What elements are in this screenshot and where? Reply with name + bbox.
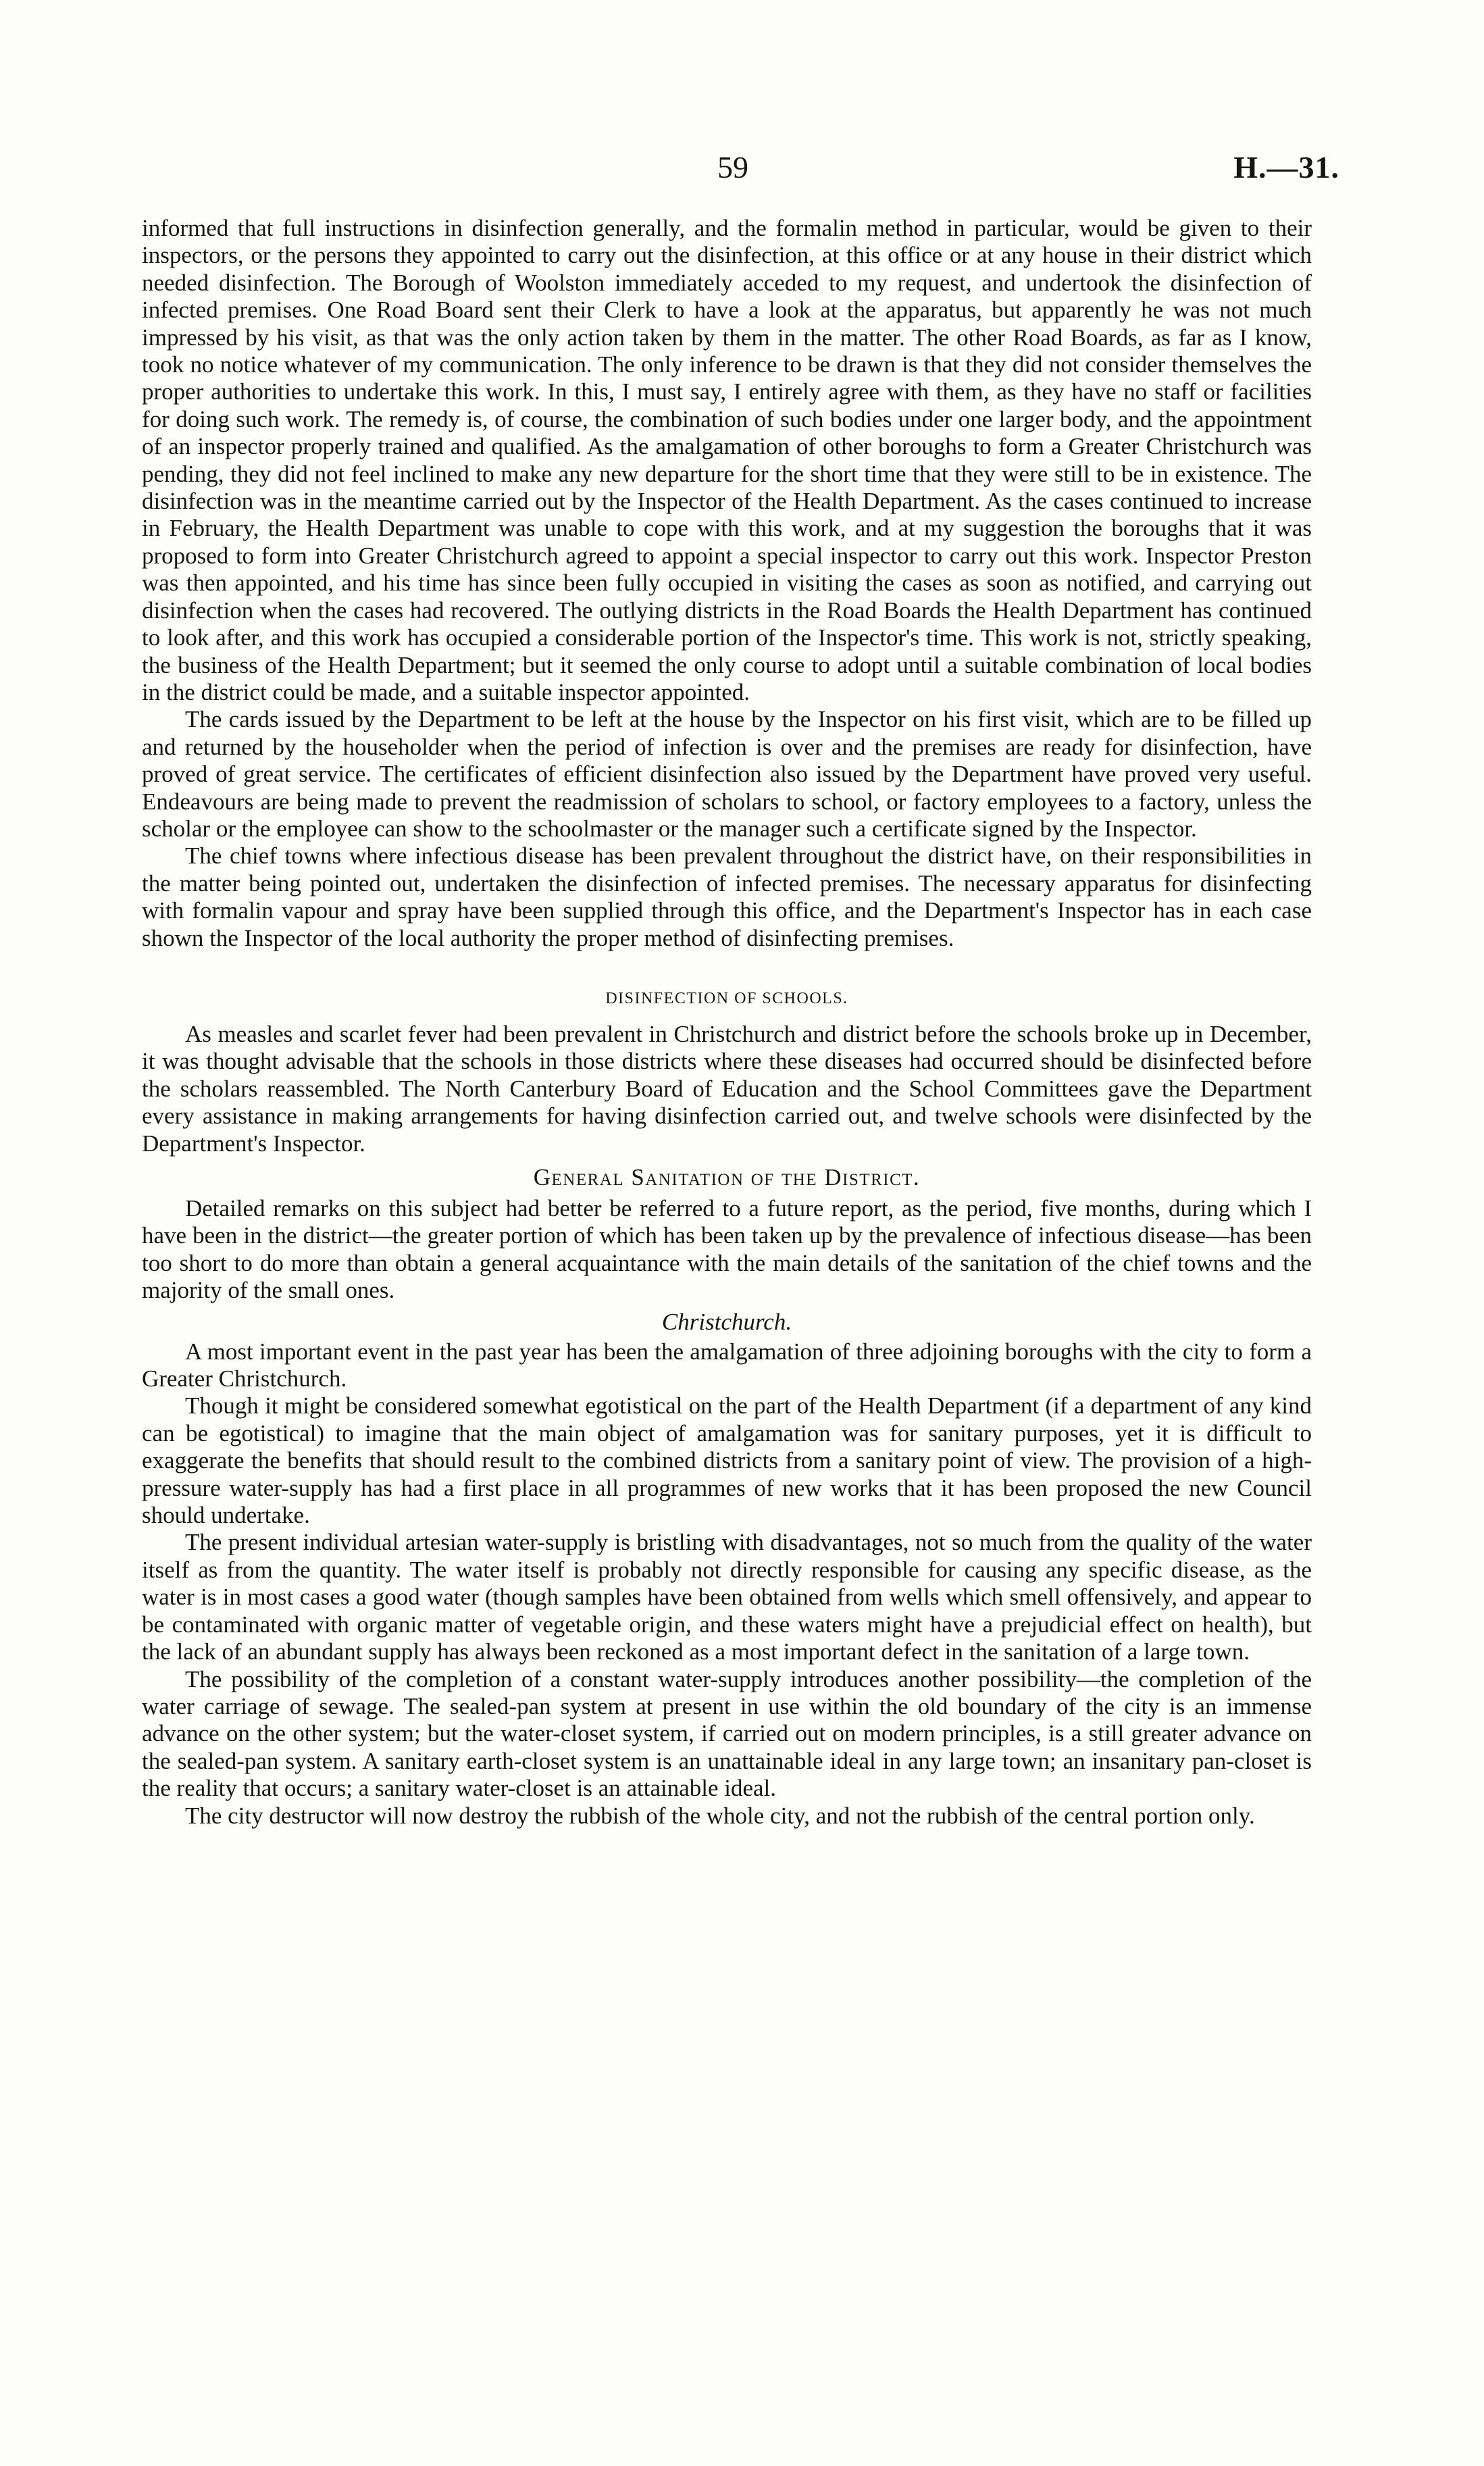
section-heading-general-sanitation: General Sanitation of the District. [533, 1164, 921, 1190]
page-number: 59 [717, 150, 748, 184]
body-paragraph: The chief towns where infectious disease has been prevalent throughout the district have, on their responsibilities in the matter being pointed out, undertaken the disinfection of infected premises. The necessary apparatus for disinfecting with formalin vapour and spray have been supplied through this office, and the Department's Inspector has in each case shown the Inspector of the local authority the proper method of disinfecting premises. [142, 842, 1312, 951]
body-paragraph: informed that full instructions in disinfection generally, and the formalin method in particular, would be given to their inspectors, or the persons they appointed to carry out the disinfection, at this office or at any house in their district which needed disinfection. The Borough of Woolston immediately acceded to my request, and undertook the disinfection of infected premises. One Road Board sent their Clerk to have a look at the apparatus, but apparently he was not much impressed by his visit, as that was the only action taken by them in the matter. The other Road Boards, as far as I know, took no notice whatever of my communication. The only inference to be drawn is that they did not consider themselves the proper authorities to undertake this work. In this, I must say, I entirely agree with them, as they have no staff or facilities for doing such work. The remedy is, of course, the combination of such bodies under one larger body, and the appointment of an inspector properly trained and qualified. As the amalgamation of other boroughs to form a Greater Christchurch was pending, they did not feel inclined to make any new departure for the short time that they were still to be in existence. The disinfection was in the meantime carried out by the Inspector of the Health Department. As the cases continued to increase in February, the Health Department was unable to cope with this work, and at my suggestion the boroughs that it was proposed to form into Greater Christchurch agreed to appoint a special inspector to carry out this work. Inspector Preston was then appointed, and his time has since been fully occupied in visiting the cases as soon as notified, and carrying out disinfection when the cases had recovered. The outlying districts in the Road Boards the Health Department has continued to look after, and this work has occupied a considerable portion of the Inspector's time. This work is not, strictly speaking, the business of the Health Department; but it seemed the only course to adopt until a suitable combination of local bodies in the district could be made, and a suitable inspector appointed. [142, 215, 1312, 705]
body-paragraph: A most important event in the past year has been the amalgamation of three adjoining boroughs with the city to form a Greater Christchurch. [142, 1338, 1312, 1392]
body-paragraph: Detailed remarks on this subject had better be referred to a future report, as the period, five months, during which I have been in the district—the greater portion of which has been taken up by the prevalence of infectious disease—has been too short to do more than obtain a general acquaintance with the main details of the sanitation of the chief towns and the majority of the small ones. [142, 1195, 1312, 1304]
body-paragraph: The present individual artesian water-supply is bristling with disadvantages, not so much from the quality of the water itself as from the quantity. The water itself is probably not directly responsible for causing any specific disease, as the water is in most cases a good water (though samples have been obtained from wells which smell offensively, and appear to be contaminated with organic matter of vegetable origin, and these waters might have a prejudicial effect on health), but the lack of an abundant supply has always been reckoned as a most important defect in the sanitation of a large town. [142, 1529, 1312, 1665]
body-paragraph: The city destructor will now destroy the rubbish of the whole city, and not the rubbish of the central portion only. [185, 1802, 1255, 1829]
body-paragraph: The possibility of the completion of a constant water-supply introduces another possibility—the completion of the water carriage of sewage. The sealed-pan system at present in use within the old boundary of the city is an immense advance on the other system; but the water-closet system, if carried out on modern principles, is a still greater advance on the sealed-pan system. A sanitary earth-closet system is an unattainable ideal in any large town; an insanitary pan-closet is the reality that occurs; a sanitary water-closet is an attainable ideal. [142, 1665, 1312, 1802]
document-reference: H.—31. [1233, 150, 1339, 184]
body-paragraph: As measles and scarlet fever had been prevalent in Christchurch and district before the schools broke up in December, it was thought advisable that the schools in those districts where these diseases had occurred should be disinfected before the scholars reassembled. The North Canterbury Board of Education and the School Committees gave the Department every assistance in making arrangements for having disinfection carried out, and twelve schools were disinfected by the Department's Inspector. [142, 1020, 1312, 1157]
body-paragraph: The cards issued by the Department to be left at the house by the Inspector on his first visit, which are to be filled up and returned by the householder when the period of infection is over and the premises are ready for disinfection, have proved of great service. The certificates of efficient disinfection also issued by the Department have proved very useful. Endeavours are being made to prevent the readmission of scholars to school, or factory employees to a factory, unless the scholar or the employee can show to the schoolmaster or the manager such a certificate signed by the Inspector. [142, 706, 1312, 842]
subsection-heading-christchurch: Christchurch. [661, 1308, 792, 1335]
page-header [0, 147, 1484, 188]
section-heading-disinfection-of-schools: DISINFECTION OF SCHOOLS. [605, 989, 848, 1007]
document-body [142, 215, 1312, 1830]
body-paragraph: Though it might be considered somewhat egotistical on the part of the Health Department (if a department of any kind can be egotistical) to imagine that the main object of amalgamation was for sanitary purposes, yet it is difficult to exaggerate the benefits that should result to the combined districts from a sanitary point of view. The provision of a high-pressure water-supply has had a first place in all programmes of new works that it has been proposed the new Council should undertake. [142, 1392, 1312, 1529]
